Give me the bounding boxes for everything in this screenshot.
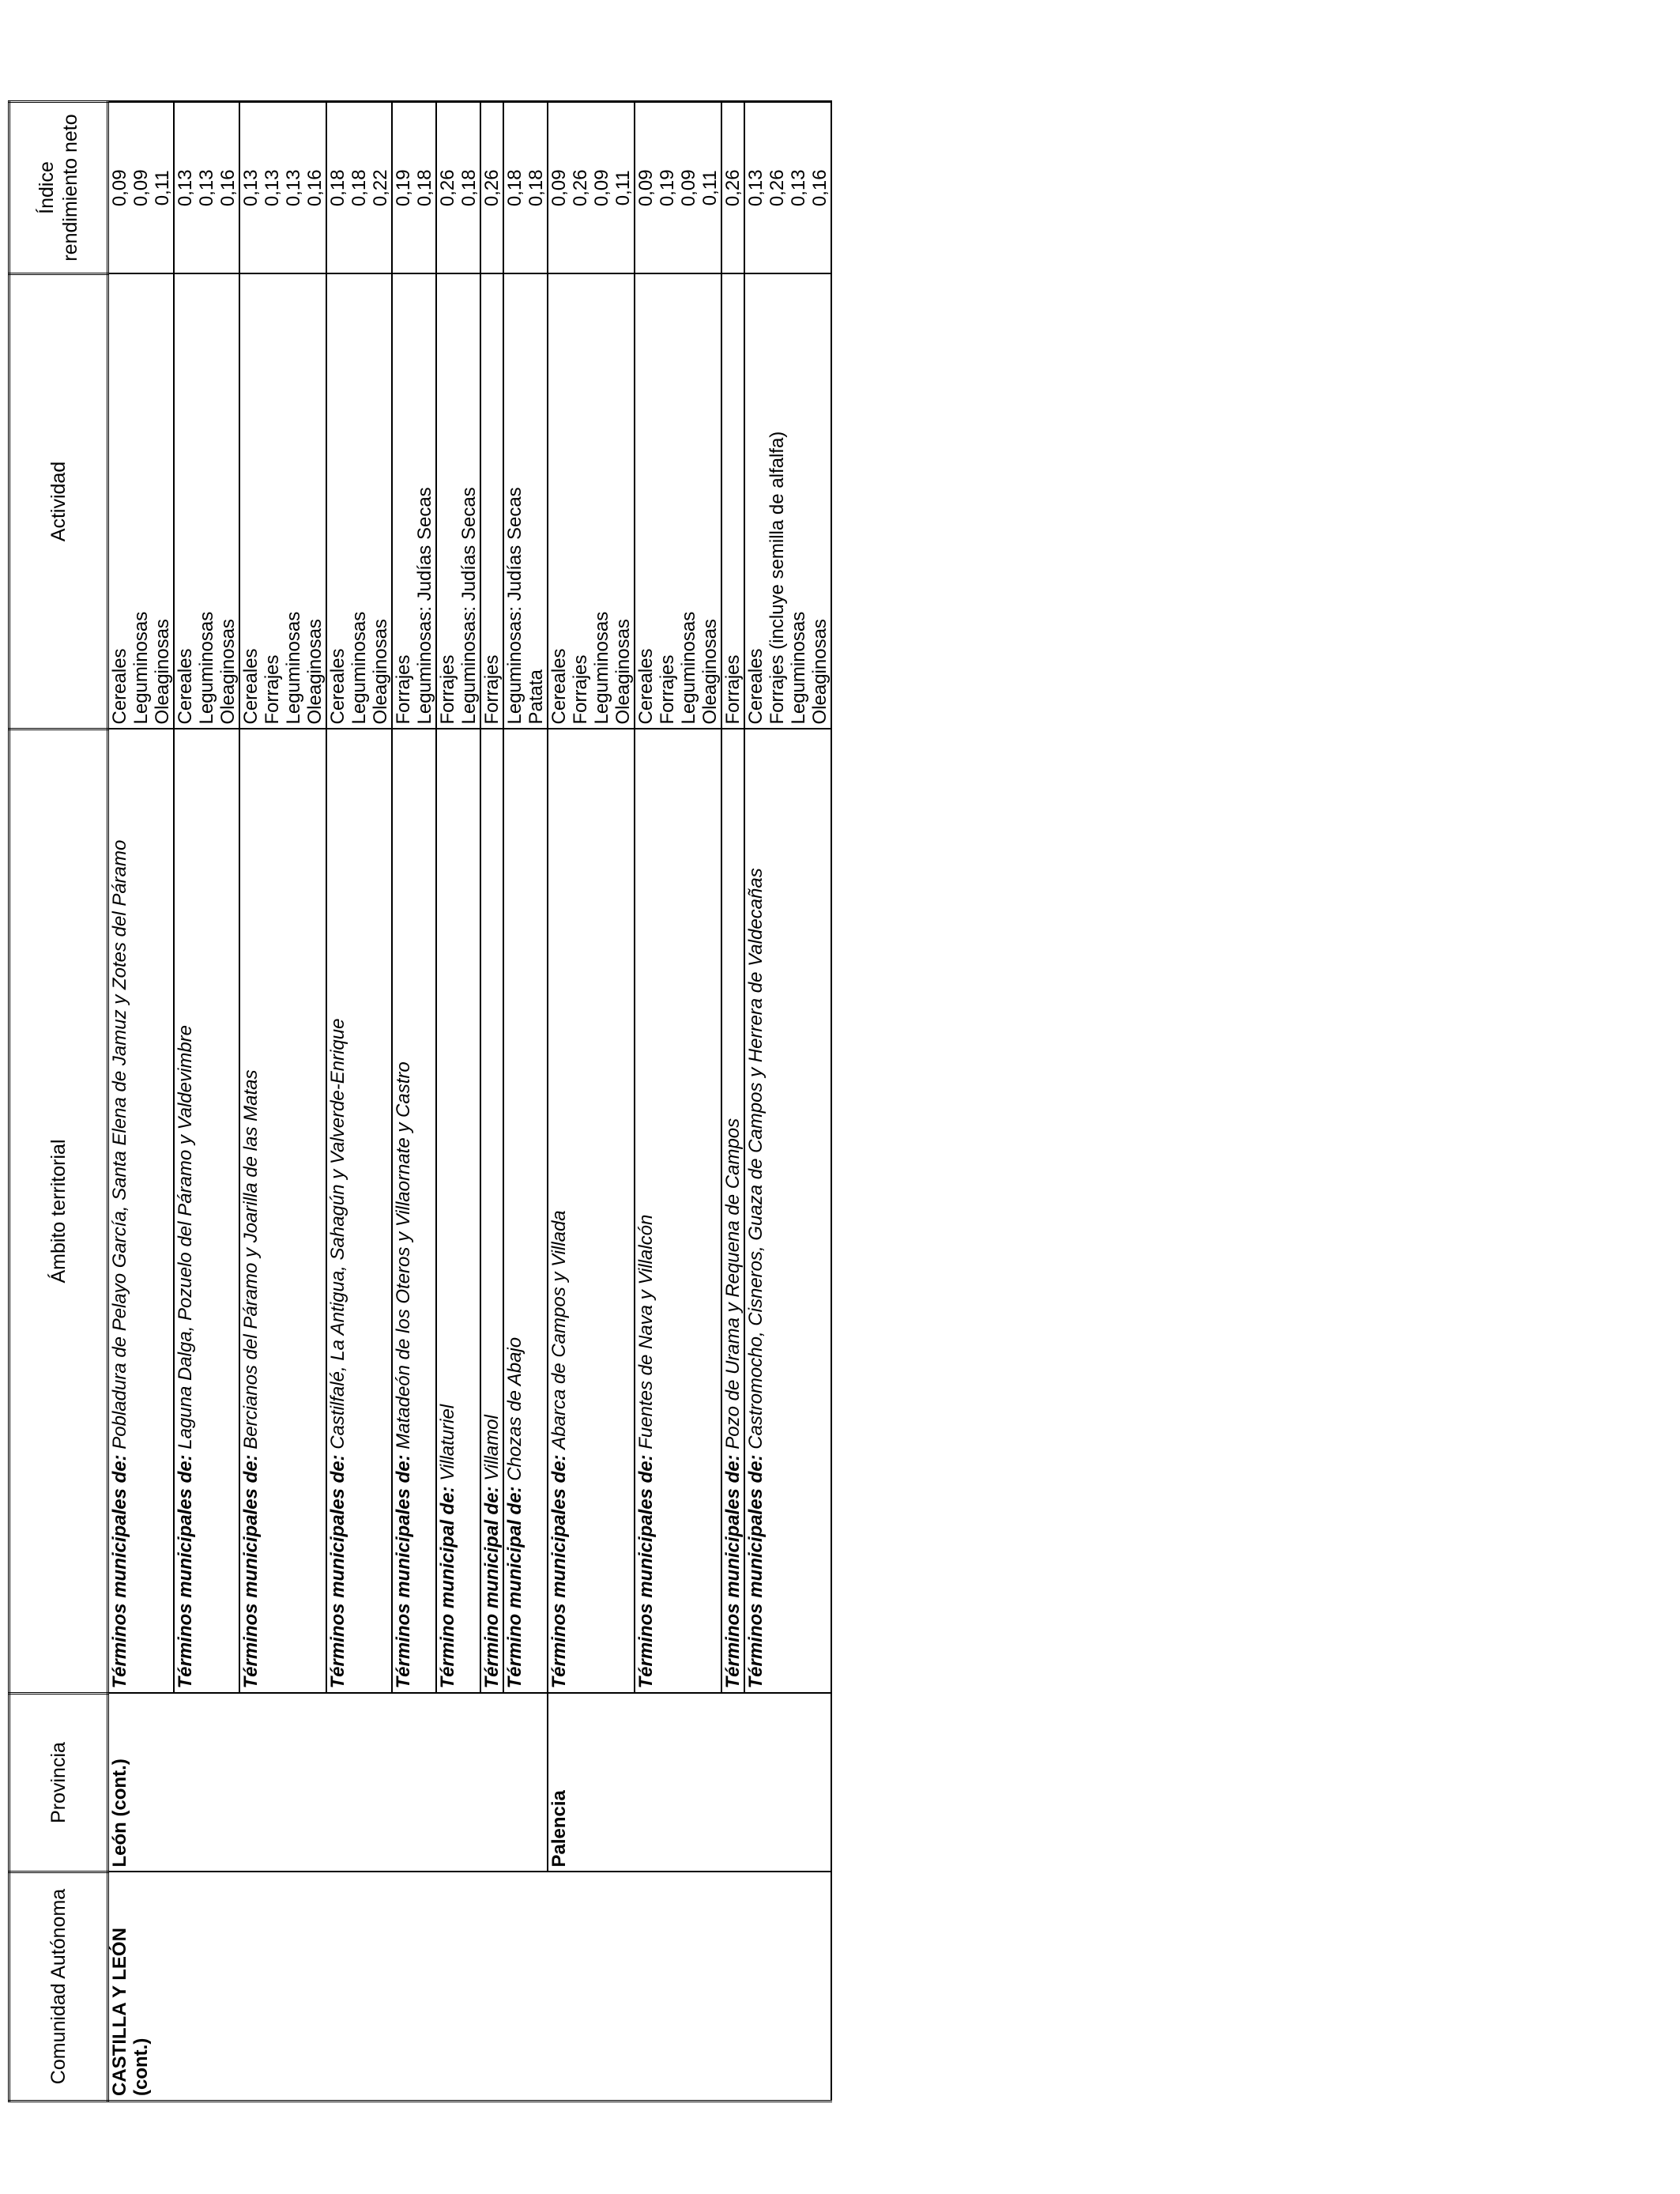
header-actividad: Actividad [9,274,108,729]
actividad-item: Cereales [745,648,767,725]
actividad-item: Oleaginosas [612,619,634,725]
comunidad-cell [503,1872,548,2102]
indice-value: 0,18 [348,169,370,207]
actividad-item: Leguminosas: Judías Secas [504,487,525,725]
provincia-cell [480,1694,503,1872]
comunidad-cell [635,1872,721,2102]
actividad-item: Forrajes [262,654,283,725]
actividad-item: Leguminosas [348,611,370,725]
indice-value: 0,11 [152,170,173,206]
table-row [392,102,436,2102]
actividad-cell [436,274,480,729]
yield-index-table [8,100,832,2102]
actividad-item: Patata [525,669,547,725]
header-row [9,102,108,2102]
table-body [108,102,832,2102]
actividad-item: Leguminosas [678,611,699,725]
ambito-label: Términos municipales de: [240,1454,262,1689]
indice-cell [480,102,503,274]
provincia-cell [503,1694,548,1872]
ambito-place: Abarca de Campos y Villada [548,1210,570,1449]
actividad-item: Cereales [327,648,348,725]
indice-value: 0,18 [414,169,435,207]
ambito-cell [744,729,831,1694]
actividad-cell [480,274,503,729]
ambito-label: Términos municipales de: [745,1454,767,1689]
table-row [480,102,503,2102]
actividad-item: Leguminosas [196,611,217,725]
indice-value: 0,16 [809,169,831,207]
indice-cell [721,102,744,274]
ambito-cell [721,729,744,1694]
ambito-cell [392,729,436,1694]
indice-cell [392,102,436,274]
ambito-cell [635,729,721,1694]
actividad-item: Leguminosas [788,611,809,725]
comunidad-cell [174,1872,239,2102]
actividad-item: Leguminosas [591,611,612,725]
actividad-cell [548,274,635,729]
indice-value: 0,16 [304,169,326,207]
ambito-place: Bercianos del Páramo y Joarilla de las Matas [240,1069,262,1449]
indice-value: 0,09 [109,169,130,207]
indice-value: 0,09 [678,169,699,207]
ambito-place: Matadeón de los Oteros y Villaornate y Castro [393,1061,414,1449]
ambito-place: Villaturiel [437,1404,458,1481]
indice-value: 0,26 [570,169,591,207]
ambito-place: Pobladura de Pelayo García, Santa Elena de Jamuz y Zotes del Páramo [109,839,130,1449]
table-row [239,102,326,2102]
indice-cell [326,102,392,274]
rotated-page [8,103,1130,2102]
comunidad-cell [548,1872,635,2102]
table-row [635,102,721,2102]
ambito-place: Castromocho, Cisneros, Guaza de Campos y Herrera de Valdecañas [745,868,767,1449]
indice-value: 0,11 [612,170,634,206]
provincia-cell: León (cont.) [108,1694,175,1872]
header-indice: Índice rendimiento neto [9,102,108,274]
ambito-label: Términos municipales de: [635,1454,657,1689]
table-row [744,102,831,2102]
actividad-item: Oleaginosas [217,619,239,725]
indice-cell [744,102,831,274]
indice-value: 0,18 [504,169,525,207]
ambito-cell [239,729,326,1694]
comunidad-cell [239,1872,326,2102]
actividad-cell [108,274,175,729]
indice-value: 0,18 [327,169,348,207]
provincia-cell [721,1694,744,1872]
indice-cell [635,102,721,274]
actividad-cell [744,274,831,729]
indice-value: 0,19 [657,169,678,207]
actividad-item: Leguminosas: Judías Secas [414,487,435,725]
ambito-cell [436,729,480,1694]
actividad-item: Cereales [548,648,570,725]
table-row [548,102,635,2102]
ambito-place: Chozas de Abajo [504,1336,525,1481]
ambito-cell [326,729,392,1694]
provincia-cell [744,1694,831,1872]
comunidad-cell [326,1872,392,2102]
indice-value: 0,18 [458,169,480,207]
actividad-item: Leguminosas [283,611,304,725]
table-row [436,102,480,2102]
actividad-item: Oleaginosas [370,619,391,725]
actividad-item: Forrajes [722,654,744,725]
actividad-item: Oleaginosas [152,619,173,725]
provincia-cell [174,1694,239,1872]
actividad-cell [392,274,436,729]
indice-value: 0,26 [767,169,788,207]
actividad-item: Cereales [109,648,130,725]
comunidad-cell [744,1872,831,2102]
actividad-item: Oleaginosas [304,619,326,725]
table-row [721,102,744,2102]
indice-value: 0,09 [130,169,152,207]
ambito-label: Término municipal de: [481,1486,503,1689]
indice-value: 0,22 [370,169,391,207]
comunidad-cell [436,1872,480,2102]
indice-value: 0,11 [699,170,721,206]
indice-value: 0,09 [591,169,612,207]
indice-value: 0,13 [262,169,283,207]
actividad-item: Leguminosas: Judías Secas [458,487,480,725]
provincia-cell [635,1694,721,1872]
actividad-cell [239,274,326,729]
indice-cell [239,102,326,274]
ambito-label: Términos municipales de: [327,1454,348,1689]
actividad-item: Oleaginosas [699,619,721,725]
indice-value: 0,13 [788,169,809,207]
actividad-item: Oleaginosas [809,619,831,725]
indice-value: 0,13 [175,169,196,207]
actividad-item: Forrajes [481,654,503,725]
actividad-item: Cereales [240,648,262,725]
comunidad-cell [392,1872,436,2102]
ambito-label: Términos municipales de: [393,1454,414,1689]
ambito-label: Términos municipales de: [548,1454,570,1689]
actividad-cell [326,274,392,729]
actividad-cell [503,274,548,729]
indice-value: 0,26 [481,169,503,207]
comunidad-cell: CASTILLA Y LEÓN (cont.) [108,1872,175,2102]
actividad-item: Leguminosas [130,611,152,725]
indice-value: 0,09 [548,169,570,207]
actividad-item: Forrajes [437,654,458,725]
indice-value: 0,09 [635,169,657,207]
table-row [503,102,548,2102]
table-row [174,102,239,2102]
ambito-label: Términos municipales de: [722,1454,744,1689]
actividad-item: Cereales [175,648,196,725]
ambito-place: Fuentes de Nava y Villalcón [635,1214,657,1449]
provincia-cell [392,1694,436,1872]
ambito-cell [174,729,239,1694]
indice-value: 0,13 [196,169,217,207]
indice-value: 0,19 [393,169,414,207]
ambito-label: Términos municipales de: [175,1454,196,1689]
indice-value: 0,13 [240,169,262,207]
ambito-place: Castilfalé, La Antigua, Sahagún y Valverde-Enrique [327,1018,348,1449]
table-row [326,102,392,2102]
provincia-cell: Palencia [548,1694,635,1872]
ambito-label: Término municipal de: [504,1486,525,1689]
provincia-cell [326,1694,392,1872]
ambito-cell [548,729,635,1694]
header-comunidad: Comunidad Autónoma [9,1872,108,2102]
ambito-place: Villamol [481,1415,503,1481]
ambito-label: Término municipal de: [437,1486,458,1689]
indice-value: 0,13 [745,169,767,207]
indice-cell [548,102,635,274]
actividad-item: Forrajes [657,654,678,725]
ambito-cell [480,729,503,1694]
actividad-cell [174,274,239,729]
actividad-item: Forrajes [393,654,414,725]
indice-value: 0,16 [217,169,239,207]
ambito-cell [108,729,175,1694]
actividad-item: Forrajes (incluye semilla de alfalfa) [767,431,788,725]
indice-cell [436,102,480,274]
actividad-cell [721,274,744,729]
indice-value: 0,18 [525,169,547,207]
header-ambito: Ámbito territorial [9,729,108,1694]
actividad-cell [635,274,721,729]
table-row [108,102,175,2102]
indice-value: 0,13 [283,169,304,207]
comunidad-cell [721,1872,744,2102]
ambito-place: Laguna Dalga, Pozuelo del Páramo y Valdevimbre [175,1024,196,1449]
provincia-cell [239,1694,326,1872]
header-provincia: Provincia [9,1694,108,1872]
indice-value: 0,26 [722,169,744,207]
indice-cell [174,102,239,274]
comunidad-cell [480,1872,503,2102]
indice-value: 0,26 [437,169,458,207]
ambito-cell [503,729,548,1694]
ambito-place: Pozo de Urama y Requena de Campos [722,1118,744,1449]
actividad-item: Forrajes [570,654,591,725]
ambito-label: Términos municipales de: [109,1454,130,1689]
indice-cell [108,102,175,274]
provincia-cell [436,1694,480,1872]
actividad-item: Cereales [635,648,657,725]
indice-cell [503,102,548,274]
